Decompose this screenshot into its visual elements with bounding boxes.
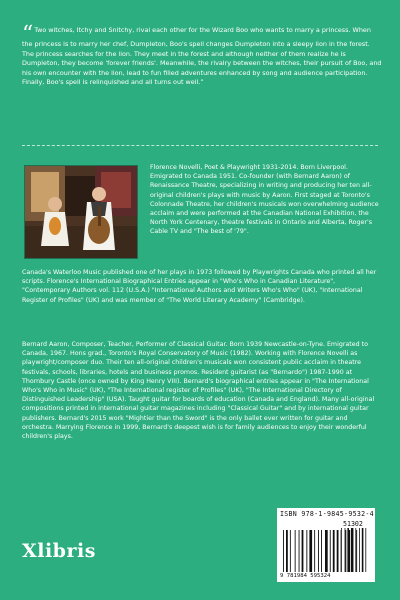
- author-photo-illustration: [25, 166, 137, 258]
- bernard-bio: Bernard Aaron, Composer, Teacher, Performer of Classical Guitar. Born 1939 Newcastle-on-Tyne. Emigrated to Canada, 1967. Hons grad., Toronto's Royal Conservatory of Music (1982). Working with Florence Novelli as playwright/composer duo. Their ten all-original children's musicals won consistent public acclaim in theatre festivals, schools, libraries, hotels and business promos. Resident guitarist (as "Bernardo") 1987-1990 at Thornbury Castle (once owned by King Henry VIII). Bernard's biographical entries appear in "The International Who's Who in Music" (UK), "The International register of Profiles" (UK), "The International Directory of Distinguished Leadership" (USA). Taught guitar for boards of education (Canada and England). Many all-original compositions printed in international guitar magazines including "Classical Guitar" and by international guitar publishers. Bernard's 2015 work "Mightier than the Sword" is the only ballet ever written for guitar and orchestra. Marrying Florence in 1999, Bernard's deepest wish is for family audiences to enjoy their wonderful children's plays.: [22, 341, 375, 441]
- publisher-logo: Xlibris: [22, 540, 96, 562]
- florence-publications-paragraph: Canada's Waterloo Music published one of her plays in 1973 followed by Playwrights Canada who printed all her scripts. Florence's International Biographical Entries appear in "Who's Who in Canadian Literature", "Contemporary Authors vol. 112 (U.S.A.) "International Authors and Writers Who's Who" (UK), "International Register of Profiles" (UK) and was member of "The World Literary Academy" (Cambridge).: [22, 269, 377, 304]
- isbn-barcode: [277, 508, 375, 582]
- back-cover-blurb: [22, 22, 382, 88]
- blurb-text: Two witches, Itchy and Snitchy, rival each other for the Wizard Boo who wants to marry a princess. When the princess is to marry her chef, Dumpleton, Boo's spell changes Dumpleton into a sleepy lion in the forest. The princess searches for the lion. They meet in the forest and although neither of them realize he is Dumpleton, they become 'forever friends'. Meanwhile, the rivalry between the witches, their pursuit of Boo, and his own encounter with the lion, lead to fun filled adventures enhanced by song and audience participation. Finally, Boo's spell is relinquished and all turns out well.”: [22, 26, 382, 87]
- opening-quote-mark: “: [22, 22, 34, 47]
- isbn-label: ISBN 978-1-9845-9532-4: [280, 510, 374, 518]
- price-code: 51302: [343, 520, 363, 528]
- barcode-bars: [277, 508, 375, 582]
- section-divider: [22, 145, 378, 146]
- barcode-digits: 9 781984 595324: [280, 573, 331, 579]
- author-photo: [24, 165, 138, 259]
- florence-bio: Florence Novelli, Poet & Playwright 1931-2014. Born Liverpool. Emigrated to Canada 1951. Co-founder (with Bernard Aaron) of Renaissance Theatre, specializing in writing and producing her ten all-original children's plays with music by Aaron. First staged at Toronto's Colonnade Theatre, her children's musicals won overwhelming audience acclaim and were performed at the Canadian National Exhibition, the North York Centenary, theatre festivals in Ontario and Alberta, Roger's Cable TV and "The best of '79".: [150, 164, 379, 236]
